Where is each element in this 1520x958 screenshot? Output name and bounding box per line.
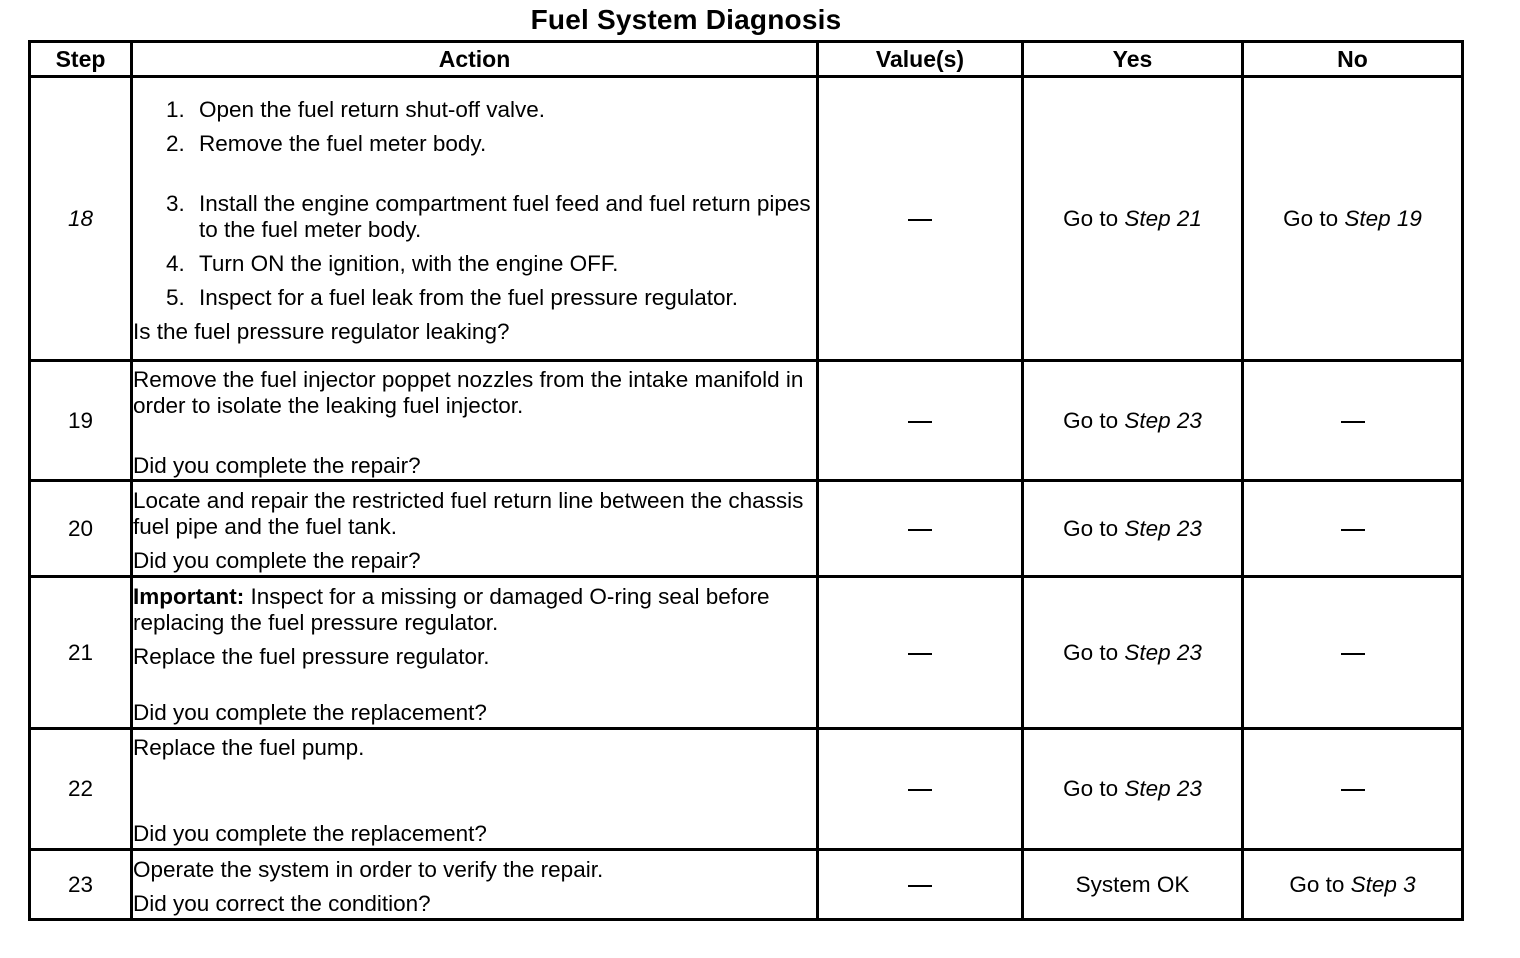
- action-cell: [132, 77, 818, 361]
- action-question: Did you complete the repair?: [133, 547, 421, 573]
- dash-mark: [908, 529, 932, 531]
- yes-cell: [1023, 77, 1243, 361]
- values-cell: [818, 77, 1023, 361]
- table-row: [30, 77, 1463, 361]
- action-list: [133, 97, 816, 311]
- table-row: [30, 361, 1463, 481]
- action-cell: [132, 577, 818, 729]
- goto-prefix: Go to: [1289, 871, 1351, 897]
- important-text: Inspect for a missing or damaged O-ring seal before replacing the fuel pressure regulator.: [133, 583, 770, 635]
- action-question: Did you correct the condition?: [133, 890, 431, 916]
- action-cell: [132, 361, 818, 481]
- step-number: 19: [30, 361, 132, 481]
- diagnosis-table: [28, 40, 1464, 921]
- list-item: 4. Turn ON the ignition, with the engine OFF.: [191, 251, 816, 277]
- values-cell: [818, 577, 1023, 729]
- no-cell: [1243, 850, 1463, 920]
- dash-mark: [908, 653, 932, 655]
- header-no: No: [1243, 42, 1463, 77]
- action-cell: [132, 729, 818, 850]
- action-text: Operate the system in order to verify the repair.: [133, 856, 604, 882]
- goto-step: Step 21: [1124, 205, 1202, 231]
- goto-prefix: Go to: [1063, 776, 1125, 801]
- goto-step: Step 23: [1124, 407, 1202, 433]
- no-cell: [1243, 729, 1463, 850]
- goto-prefix: Go to: [1063, 639, 1125, 665]
- list-item: 1. Open the fuel return shut-off valve.: [191, 97, 816, 123]
- no-cell: [1243, 481, 1463, 577]
- action-question: Did you complete the replacement?: [133, 699, 487, 725]
- dash-mark: [908, 219, 932, 221]
- values-cell: [818, 361, 1023, 481]
- action-text: Locate and repair the restricted fuel return line between the chassis fuel pipe and the fuel tank.: [133, 487, 804, 539]
- header-values: Value(s): [818, 42, 1023, 77]
- no-cell: [1243, 577, 1463, 729]
- goto-prefix: Go to: [1063, 205, 1125, 231]
- goto-step: Step 23: [1124, 776, 1202, 801]
- dash-mark: [908, 421, 932, 423]
- dash-mark: [1341, 653, 1365, 655]
- table-row: [30, 850, 1463, 920]
- yes-cell: [1023, 577, 1243, 729]
- yes-cell: [1023, 481, 1243, 577]
- step-number: 23: [30, 850, 132, 920]
- step-number: 20: [30, 481, 132, 577]
- action-text: Replace the fuel pump.: [133, 735, 365, 760]
- dash-mark: [1341, 529, 1365, 531]
- goto-prefix: Go to: [1283, 205, 1345, 231]
- no-cell: [1243, 77, 1463, 361]
- important-note: [133, 584, 816, 636]
- table-row: [30, 577, 1463, 729]
- goto-step: Step 19: [1344, 205, 1422, 231]
- list-item: 2. Remove the fuel meter body.: [191, 131, 816, 157]
- table-row: [30, 729, 1463, 850]
- values-cell: [818, 729, 1023, 850]
- goto-prefix: Go to: [1063, 407, 1125, 433]
- no-cell: [1243, 361, 1463, 481]
- yes-cell: [1023, 361, 1243, 481]
- dash-mark: [908, 789, 932, 791]
- goto-step: Step 3: [1350, 871, 1416, 897]
- values-cell: [818, 850, 1023, 920]
- yes-cell: [1023, 729, 1243, 850]
- important-label: Important:: [133, 583, 245, 609]
- action-question: Is the fuel pressure regulator leaking?: [133, 318, 510, 344]
- step-number: 18: [30, 77, 132, 361]
- header-yes: Yes: [1023, 42, 1243, 77]
- step-number: 22: [30, 729, 132, 850]
- goto-step: Step 23: [1124, 639, 1202, 665]
- list-item: 3. Install the engine compartment fuel feed and fuel return pipes to the fuel meter body.: [191, 191, 816, 243]
- dash-mark: [908, 885, 932, 887]
- dash-mark: [1341, 789, 1365, 791]
- values-cell: [818, 481, 1023, 577]
- header-row: [30, 42, 1463, 77]
- action-cell: [132, 850, 818, 920]
- header-step: Step: [30, 42, 132, 77]
- dash-mark: [1341, 421, 1365, 423]
- header-action: Action: [132, 42, 818, 77]
- action-text: Remove the fuel injector poppet nozzles from the intake manifold in order to isolate the leaking fuel injector.: [133, 366, 804, 418]
- list-item: 5. Inspect for a fuel leak from the fuel pressure regulator.: [191, 285, 816, 311]
- action-question: Did you complete the replacement?: [133, 821, 487, 846]
- action-cell: [132, 481, 818, 577]
- yes-cell: [1023, 850, 1243, 920]
- action-text: Replace the fuel pressure regulator.: [133, 643, 490, 669]
- page-title: Fuel System Diagnosis: [530, 4, 842, 35]
- step-number: 21: [30, 577, 132, 729]
- goto-step: Step 23: [1124, 515, 1202, 541]
- goto-prefix: Go to: [1063, 515, 1125, 541]
- yes-result: System OK: [1075, 871, 1190, 897]
- action-question: Did you complete the repair?: [133, 452, 421, 478]
- table-row: [30, 481, 1463, 577]
